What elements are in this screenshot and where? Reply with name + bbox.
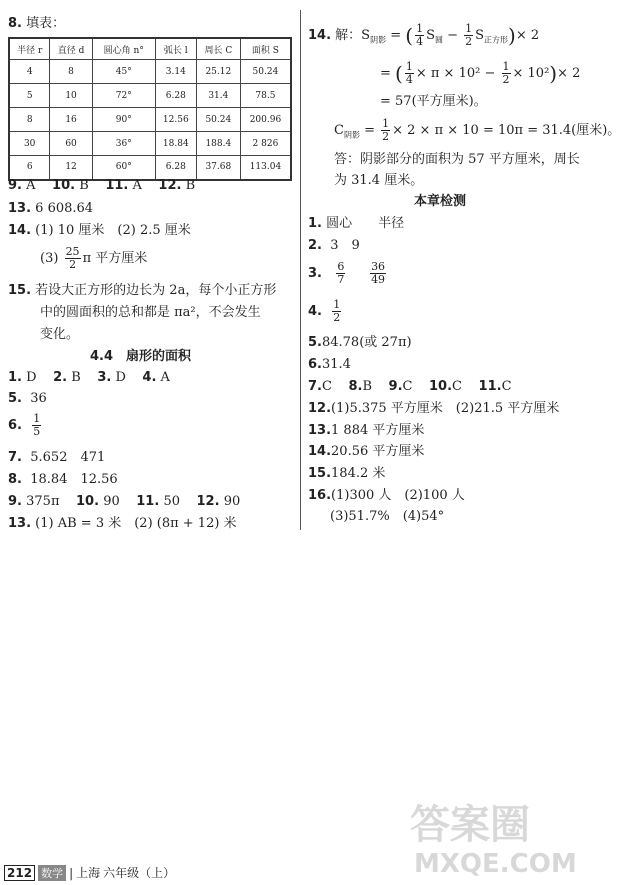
table-cell: 6.28 (155, 156, 196, 180)
q14-line1: 14. 解：$S_{阴影}$ = ( $\frac{1}{4}$ $S_圆$ − $\frac{1}{2}$ $S_{正方形})\times 2$ (308, 22, 540, 48)
section-title-4-4: 4.4 扇形的面积 (90, 349, 192, 364)
fraction: $\frac{6}{7}$ (337, 260, 345, 286)
chapter-answer-12: 12.(1)5.375 平方厘米 (2)21.5 平方厘米 (308, 401, 560, 416)
table-row (9, 156, 291, 180)
watermark-text: 答案圈 (410, 802, 530, 848)
answers-9-12b: 9. 375π 10. 90 11. 50 12. 90 (8, 494, 241, 509)
answer-13: 13. 6 608.64 (8, 201, 94, 216)
table-cell: 78.5 (240, 84, 291, 108)
table-cell: 4 (9, 60, 50, 84)
answer-14-3: (3) $\frac{25}{2}$ π 平方厘米 (40, 245, 148, 271)
page-footer (4, 864, 175, 881)
chapter-answer-4: 4. $\frac{1}{2}$ (308, 298, 341, 324)
chapter-answers-7-11: 7.C 8.B 9.C 10.C 11.C (308, 379, 512, 394)
fraction: $\frac{1}{2}$ (465, 22, 473, 48)
footer-region: 上海 (76, 866, 101, 880)
table-row (9, 132, 291, 156)
fraction: $\frac{1}{2}$ (382, 117, 390, 143)
table-cell: 30 (9, 132, 50, 156)
table-cell: 2 826 (240, 132, 291, 156)
table-cell: 18.84 (155, 132, 196, 156)
table-cell: 188.4 (196, 132, 240, 156)
answer-15-line1: 15. 若设大正方形的边长为 2a，每个小正方形 (8, 283, 277, 298)
answer-6: 6. $\frac{1}{5}$ (8, 412, 41, 438)
table-row (9, 108, 291, 132)
chapter-answer-15: 15.184.2 米 (308, 466, 386, 481)
fraction: $\frac{36}{49}$ (371, 260, 386, 286)
header-cell: 面积 S (240, 38, 291, 60)
table-cell: 12 (50, 156, 92, 180)
chapter-answer-6: 6.31.4 (308, 357, 351, 372)
table-cell: 37.68 (196, 156, 240, 180)
answer-15-line2: 中的圆面积的总和都是 πa²，不会发生 (40, 305, 261, 320)
fraction: $\frac{1}{4}$ (416, 22, 424, 48)
table-cell: 25.12 (196, 60, 240, 84)
header-cell: 弧长 l (155, 38, 196, 60)
table-cell: 3.14 (155, 60, 196, 84)
q8-heading: 8. 填表： (8, 16, 66, 31)
chapter-answer-1: 1. 圆心 半径 (308, 216, 405, 231)
chapter-answer-3: 3. $\frac{6}{7}$ $\frac{36}{49}$ (308, 260, 386, 286)
table-cell: 113.04 (240, 156, 291, 180)
table-header-row (9, 38, 291, 60)
column-divider (300, 10, 301, 530)
chapter-answer-13: 13.1 884 平方厘米 (308, 423, 425, 438)
chapter-answer-14: 14.20.56 平方厘米 (308, 444, 425, 459)
fill-table (8, 37, 292, 181)
table-cell: 50.24 (196, 108, 240, 132)
q14-line3: = 57(平方厘米)。 (380, 94, 487, 109)
table-cell: 5 (9, 84, 50, 108)
chapter-answer-16b: (3)51.7% (4)54° (330, 509, 445, 524)
chapter-answer-2: 2. 3 9 (308, 238, 360, 253)
footer-separator: | (69, 865, 74, 880)
header-cell: 直径 d (50, 38, 92, 60)
table-cell: 16 (50, 108, 92, 132)
answer-14: 14. (1) 10 厘米 (2) 2.5 厘米 (8, 223, 191, 238)
header-cell: 圆心角 n° (92, 38, 155, 60)
fraction: $\frac{25}{2}$ (65, 245, 80, 271)
fraction: $\frac{1}{2}$ (502, 60, 510, 86)
footer-grade: 六年级（上） (103, 866, 176, 880)
q14-line2: = ( $\frac{1}{4}$ × π × 10² − $\frac{1}{2}$ × 10²)× 2 (380, 60, 581, 86)
answers-1-4: 1. D 2. B 3. D 4. A (8, 370, 170, 385)
table-cell: 8 (50, 60, 92, 84)
table-cell: 45° (92, 60, 155, 84)
chapter-answer-5: 5.84.78(或 27π) (308, 335, 412, 350)
table-cell: 6 (9, 156, 50, 180)
table-row (9, 84, 291, 108)
q14-answer2: 为 31.4 厘米。 (334, 173, 424, 188)
section-title-chapter-test: 本章检测 (414, 194, 467, 209)
table-cell: 90° (92, 108, 155, 132)
answer-5: 5. 36 (8, 391, 47, 406)
fraction: $\frac{1}{4}$ (405, 60, 413, 86)
answer-8: 8. 18.84 12.56 (8, 472, 118, 487)
header-cell: 半径 r (9, 38, 50, 60)
table-cell: 6.28 (155, 84, 196, 108)
subject-badge: 数学 (38, 865, 66, 881)
table-cell: 31.4 (196, 84, 240, 108)
header-cell: 周长 C (196, 38, 240, 60)
table-cell: 200.96 (240, 108, 291, 132)
watermark-logo (400, 790, 590, 880)
table-cell: 12.56 (155, 108, 196, 132)
watermark-url: MXQE.COM (414, 849, 577, 879)
answers-9-12: 9. A 10. B 11. A 12. B (8, 178, 196, 193)
chapter-answer-16: 16.(1)300 人 (2)100 人 (308, 488, 465, 503)
table-cell: 72° (92, 84, 155, 108)
answer-15-line3: 变化。 (40, 327, 80, 342)
fraction: $\frac{1}{2}$ (333, 298, 341, 324)
table-cell: 8 (9, 108, 50, 132)
table-cell: 50.24 (240, 60, 291, 84)
answer-7: 7. 5.652 471 (8, 450, 106, 465)
table-cell: 10 (50, 84, 92, 108)
q14-circumference: $C_{阴影}$ = $\frac{1}{2}$ × 2 × π × 10 = 10π = 31.4(厘米)。 (334, 117, 620, 143)
answer-13b: 13. (1) AB = 3 米 (2) (8π + 12) 米 (8, 516, 237, 531)
table-row (9, 60, 291, 84)
table-cell: 60° (92, 156, 155, 180)
table-cell: 60 (50, 132, 92, 156)
page-number: 212 (4, 865, 35, 881)
fraction: $\frac{1}{5}$ (33, 412, 41, 438)
q14-answer1: 答：阴影部分的面积为 57 平方厘米，周长 (334, 152, 580, 167)
table-cell: 36° (92, 132, 155, 156)
